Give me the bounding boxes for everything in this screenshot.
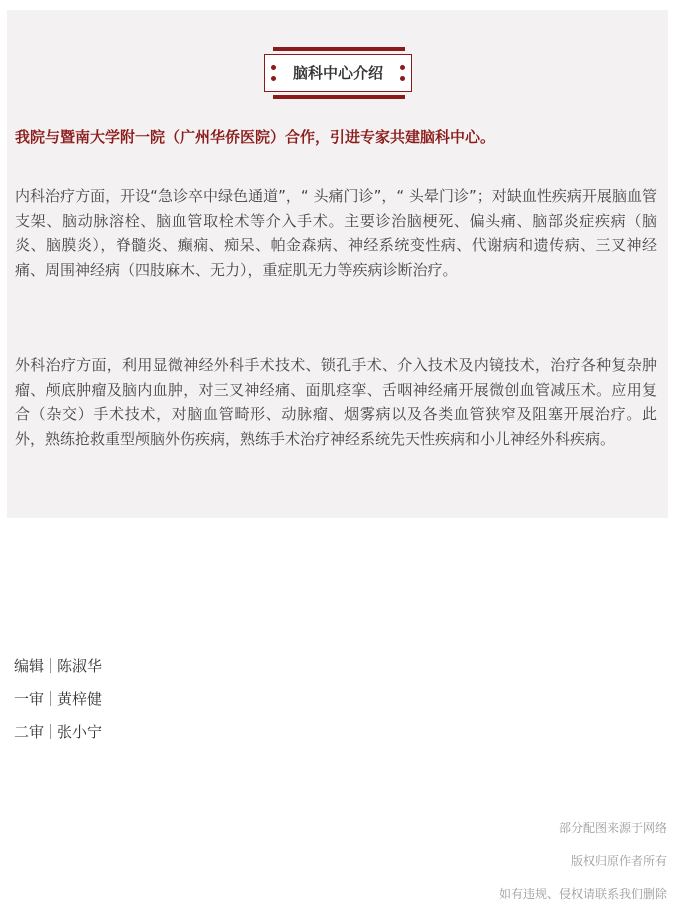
credit-separator bbox=[50, 658, 51, 673]
credit-separator bbox=[50, 724, 51, 739]
credit-name: 张小宁 bbox=[57, 723, 103, 741]
footer-line: 部分配图来源于网络 bbox=[558, 821, 667, 835]
title-bar-top bbox=[273, 47, 405, 51]
credit-name: 黄梓健 bbox=[57, 690, 103, 708]
title-dots-right bbox=[400, 65, 405, 87]
credit-row-editor bbox=[14, 654, 102, 687]
credit-role: 一审 bbox=[14, 690, 45, 708]
credit-row-second-review bbox=[14, 720, 102, 753]
credits bbox=[14, 654, 102, 753]
title-frame bbox=[264, 54, 412, 92]
credit-role: 二审 bbox=[14, 723, 45, 741]
footer-line: 如有违规、侵权请联系我们删除 bbox=[498, 887, 667, 901]
credit-separator bbox=[50, 691, 51, 706]
paragraph-internal-medicine: 内科治疗方面，开设“急诊卒中绿色通道”，“ 头痛门诊”，“ 头晕门诊”；对缺血性疾病开展脑血管支架、脑动脉溶栓、脑血管取栓术等介入手术。主要诊治脑梗死、偏头痛、脑部炎症疾病（脑炎、脑膜炎），脊髓炎、癫痫、痴呆、帕金森病、神经系统变性病、代谢病和遗传病、三叉神经痛、周围神经病（四肢麻木、无力），重症肌无力等疾病诊断治疗。 bbox=[15, 187, 657, 279]
paragraph-surgery: 外科治疗方面，利用显微神经外科手术技术、锁孔手术、介入技术及内镜技术，治疗各种复杂肿瘤、颅底肿瘤及脑内血肿，对三叉神经痛、面肌痉挛、舌咽神经痛开展微创血管减压术。应用复合（杂交）手术技术，对脑血管畸形、动脉瘤、烟雾病以及各类血管狭窄及阻塞开展治疗。此外，熟练抢救重型颅脑外伤疾病，熟练手术治疗神经系统先天性疾病和小儿神经外科疾病。 bbox=[15, 356, 657, 448]
footer-line: 版权归原作者所有 bbox=[570, 854, 667, 868]
credit-row-first-review bbox=[14, 687, 102, 720]
section-title-badge bbox=[264, 47, 414, 99]
title-bar-bottom bbox=[273, 95, 405, 99]
credit-name: 陈淑华 bbox=[57, 657, 103, 675]
highlight-sentence: 我院与暨南大学附一院（广州华侨医院）合作，引进专家共建脑科中心。 bbox=[15, 128, 496, 146]
copyright-footer bbox=[499, 818, 667, 917]
section-title: 脑科中心介绍 bbox=[292, 64, 383, 82]
credit-role: 编辑 bbox=[14, 657, 45, 675]
